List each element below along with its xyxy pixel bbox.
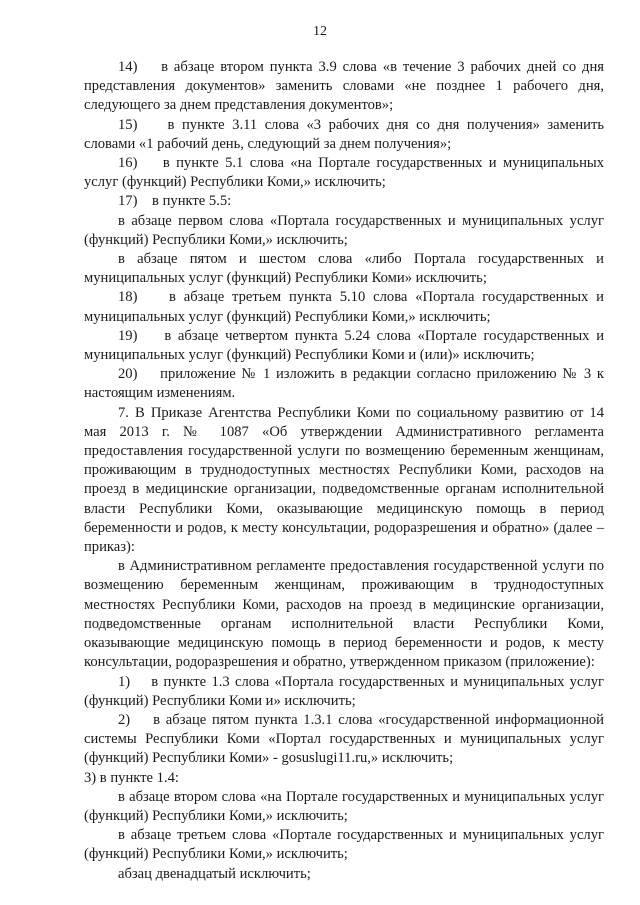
paragraph-item-17: 17) в пункте 5.5: (118, 193, 232, 210)
document-body (84, 58, 604, 884)
paragraph-17-first-abzac: в абзаце первом слова «Портала государственных и муниципальных услуг (функций) Республики Коми,» исключить; (84, 212, 604, 248)
paragraph-subitem-3: 3) в пункте 1.4: (84, 769, 179, 786)
paragraph-subitem-1: 1) в пункте 1.3 слова «Портала государственных и муниципальных услуг (функций) Республики Коми и» исключить; (84, 673, 604, 709)
paragraph-item-16: 16) в пункте 5.1 слова «на Портале государственных и муниципальных услуг (функций) Республики Коми,» исключить; (84, 155, 604, 191)
paragraph-item-19: 19) в абзаце четвертом пункта 5.24 слова «Портале государственных и муниципальных услуг (функций) Республики Коми и (или)» исключить; (84, 327, 604, 364)
paragraph-section-7: 7. В Приказе Агентства Республики Коми по социальному развитию от 14 мая 2013 г. № 1087 «Об утверждении Административного регламента предоставления государственной услуги по возмещению беременным женщинам, проживающим в труднодоступных местностях Республики Коми, расходов на проезд в медицинские организации, подведомственные органам исполнительной власти Республики Коми, оказывающие медицинскую помощь в период беременности и родов, к месту консультации, родоразрешения и обратно» (далее – приказ): (84, 404, 604, 556)
paragraph-subitem-2: 2) в абзаце пятом пункта 1.3.1 слова «государственной информационной системы Республики Коми «Портал государственных и муниципальных услуг (функций) Республики Коми» - gosuslugi11.ru,» исключить; (84, 711, 604, 767)
paragraph-subitem-3-twelfth-abzac: абзац двенадцатый исключить; (118, 865, 311, 882)
paragraph-item-15: 15) в пункте 3.11 слова «3 рабочих дня со дня получения» заменить словами «1 рабочий день, следующий за днем получения»; (84, 116, 604, 152)
paragraph-subitem-3-third-abzac: в абзаце третьем слова «Портале государственных и муниципальных услуг (функций) Республики Коми,» исключить; (84, 827, 604, 863)
page-number: 12 (313, 24, 327, 39)
paragraph-item-14: 14) в абзаце втором пункта 3.9 слова «в течение 3 рабочих дней со дня представления документов» заменить словами «не позднее 1 рабочего дня, следующего за днем представления документов»; (84, 59, 604, 114)
paragraph-item-20: 20) приложение № 1 изложить в редакции согласно приложению № 3 к настоящим изменениям. (84, 366, 604, 402)
paragraph-17-fifth-sixth-abzac: в абзаце пятом и шестом слова «либо Портала государственных и муниципальных услуг (функций) Республики Коми» исключить; (84, 251, 604, 287)
paragraph-regulation-intro: в Административном регламенте предоставления государственной услуги по возмещению беременным женщинам, проживающим в труднодоступных местностях Республики Коми, расходов на проезд в медицинские организации, подведомственные органам исполнительной власти Республики Коми, оказывающие медицинскую помощь в период беременности и родов, к месту консультации, родоразрешения и обратно, утвержденном приказом (приложение): (84, 558, 604, 671)
paragraph-item-18: 18) в абзаце третьем пункта 5.10 слова «Портала государственных и муниципальных услуг (функций) Республики Коми,» исключить; (84, 289, 604, 325)
paragraph-subitem-3-second-abzac: в абзаце втором слова «на Портале государственных и муниципальных услуг (функций) Республики Коми,» исключить; (84, 788, 604, 824)
